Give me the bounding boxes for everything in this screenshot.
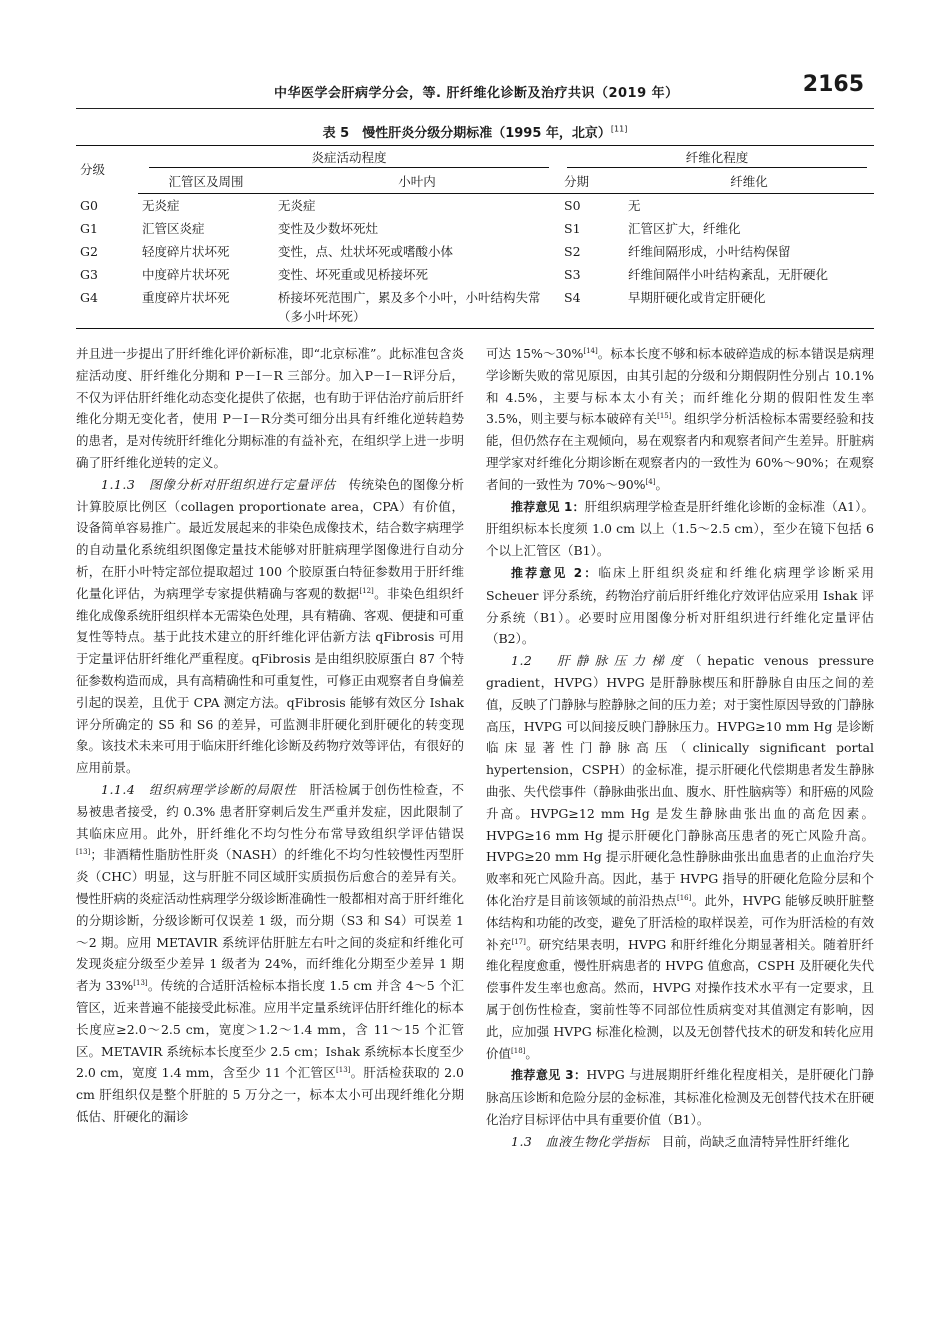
citation: [18] bbox=[511, 1046, 526, 1055]
cell-lobular: 变性及少数坏死灶 bbox=[278, 221, 379, 236]
citation: [13] bbox=[336, 1066, 351, 1075]
citation: [12] bbox=[359, 586, 374, 595]
citation: [14] bbox=[583, 346, 598, 355]
table-caption-text: 表 5 慢性肝炎分级分期标准（1995 年，北京） bbox=[322, 126, 611, 141]
th-lobular: 小叶内 bbox=[274, 170, 560, 194]
section-heading: 1.2 肝静脉压力梯度 bbox=[511, 653, 689, 669]
cell-fibrosis: 纤维间隔形成，小叶结构保留 bbox=[628, 244, 791, 259]
table-row bbox=[76, 217, 874, 240]
recommendation-2: 推荐意见 2：临床上肝组织炎症和纤维化病理学诊断采用 Scheuer 评分系统，药物治疗前后肝纤维化疗效评估应采用 Ishak 评分系统（B1）。必要时应用图像分析对肝组织进行纤维化定量评估（B2）。 bbox=[486, 564, 874, 647]
th-inflammation: 炎症活动程度 bbox=[149, 148, 549, 168]
paragraph-sampling-error: 可达 15%～30%[14]。标本长度不够和标本破碎造成的标本错误是病理学诊断失败的常见原因，由其引起的分级和分期假阴性分别占 10.1% 和 4.5%，主要与标本太小有关；而纤维化分期的假阳性发生率 3.5%，则主要与标本破碎有关[15]。组织学分析活检标本需要经验和技能，但仍然存在主观倾向，易在观察者内和观察者间产生差异。肝脏病理学家对纤维化分期诊断在观察者内的一致性为 60%～90%；在观察者间的一致性为 70%～90%[4]。 bbox=[486, 346, 874, 492]
cell-lobular: 变性，点、灶状坏死或嗜酸小体 bbox=[278, 244, 454, 259]
cell-fibrosis: 纤维间隔伴小叶结构紊乱，无肝硬化 bbox=[628, 267, 829, 282]
th-fibrosis: 纤维化程度 bbox=[567, 148, 867, 168]
th-stage: 分期 bbox=[560, 170, 624, 194]
table-row bbox=[76, 263, 874, 286]
cell-portal: 中度碎片状坏死 bbox=[142, 267, 230, 282]
cell-stage: S2 bbox=[564, 244, 581, 259]
cell-grade: G0 bbox=[80, 197, 98, 213]
cell-stage: S0 bbox=[564, 198, 581, 213]
page-number: 2165 bbox=[802, 72, 864, 97]
cell-lobular: 变性、坏死重或见桥接坏死 bbox=[278, 267, 429, 282]
cell-grade: G1 bbox=[80, 221, 98, 236]
citation: [17] bbox=[511, 937, 526, 946]
recommendation-3: 推荐意见 3：HVPG 与进展期肝纤维化程度相关，是肝硬化门静脉高压诊断和危险分层的金标准，其标准化检测及无创替代技术在肝硬化治疗目标评估中具有重要价值（B1）。 bbox=[486, 1067, 874, 1127]
cell-grade: G3 bbox=[80, 267, 98, 282]
recommendation-label: 推荐意见 3： bbox=[511, 1068, 587, 1083]
th-portal: 汇管区及周围 bbox=[138, 170, 274, 194]
cell-stage: S1 bbox=[564, 221, 581, 236]
cell-stage: S4 bbox=[560, 286, 624, 329]
table-row bbox=[76, 286, 874, 329]
table-row bbox=[76, 240, 874, 263]
recommendation-label: 推荐意见 2： bbox=[511, 565, 599, 580]
recommendation-label: 推荐意见 1： bbox=[511, 499, 585, 514]
journal-title: 中华医学会肝病学分会，等. 肝纤维化诊断及治疗共识（2019 年） bbox=[274, 86, 679, 101]
cell-portal: 汇管区炎症 bbox=[142, 221, 205, 236]
section-heading: 1.3 血液生物化学指标 bbox=[511, 1133, 650, 1149]
section-heading: 1.1.3 图像分析对肝组织进行定量评估 bbox=[101, 476, 336, 492]
grading-staging-table bbox=[76, 145, 874, 329]
cell-portal: 轻度碎片状坏死 bbox=[142, 244, 230, 259]
citation: [13] bbox=[76, 848, 91, 857]
cell-lobular: 桥接坏死范围广，累及多个小叶，小叶结构失常（多小叶坏死） bbox=[274, 286, 560, 329]
right-column bbox=[486, 343, 874, 1152]
citation: [16] bbox=[677, 893, 692, 902]
cell-portal: 无炎症 bbox=[142, 198, 180, 213]
cell-lobular: 无炎症 bbox=[278, 198, 316, 213]
citation: [4] bbox=[645, 477, 656, 486]
cell-fibrosis: 早期肝硬化或肯定肝硬化 bbox=[624, 286, 874, 329]
table-caption bbox=[0, 122, 950, 141]
th-grade: 分级 bbox=[80, 162, 106, 178]
citation: [13] bbox=[133, 978, 148, 987]
table-caption-ref: [11] bbox=[610, 124, 628, 134]
section-1-1-3: 1.1.3 图像分析对肝组织进行定量评估 传统染色的图像分析计算胶原比例区（collagen proportionate area，CPA）有价值，设备简单容易推广。最近发展起来的非染色成像技术，结合数字病理学的自动量化系统组织图像定量技术能够对肝脏病理学图像进行自动分析，在肝小叶特定部位提取超过 100 个胶原蛋白特征参数用于肝纤维化量化评估，为病理学专家提供精确与客观的数据[12]。非染色组织纤维化成像系统肝组织样本无需染色处理，具有精确、客观、便捷和可重复性等特点。基于此技术建立的肝纤维化评估新方法 qFibrosis 可用于定量评估肝纤维化严重程度。qFibrosis 是由组织胶原蛋白 87 个特征参数构造而成，具有高精确性和可重复性，可修正由观察者自身偏差引起的误差，且优于 CPA 测定方法。qFibrosis 能够有效区分 Ishak 评分所确定的 S5 和 S6 的差异，可监测非肝硬化到肝硬化的转变现象。该技术未来可用于临床肝纤维化诊断及药物疗效等评估，有很好的应用前景。 bbox=[76, 476, 464, 776]
running-header bbox=[76, 72, 874, 109]
paragraph-beijing-standard: 并且进一步提出了肝纤维化评价新标准，即“北京标准”。此标准包含炎症活动度、肝纤维化分期和 P－I－R 三部分。加入P－I－R评分后，不仅为评估肝纤维化动态变化提供了依据，也有助于评估治疗前后肝纤维化分期无变化者，使用 P－I－R分类可细分出具有纤维化逆转趋势的患者，是对传统肝纤维化分期标准的有益补充，在组织学上进一步明确了肝纤维化逆转的定义。 bbox=[76, 346, 464, 470]
cell-grade: G2 bbox=[80, 244, 98, 259]
section-1-1-4: 1.1.4 组织病理学诊断的局限性 肝活检属于创伤性检查，不易被患者接受，约 0.3% 患者肝穿刺后发生严重并发症，因此限制了其临床应用。此外，肝纤维化不均匀性分布常导致组织学评估错误[13]；非酒精性脂肪性肝炎（NASH）的纤维化不均匀性较慢性丙型肝炎（CHC）明显，这与肝脏不同区域肝实质损伤后愈合的差异有关。慢性肝病的炎症活动性病理学分级诊断准确性一般都相对高于肝纤维化的分期诊断，分级诊断可仅误差 1 级，而分期（S3 和 S4）可误差 1～2 期。应用 METAVIR 系统评估肝脏左右叶之间的炎症和纤维化可发现炎症分级至少差异 1 级者为 24%，而纤维化分期至少差异 1 期者为 33%[13]。传统的合适肝活检标本指长度 1.5 cm 并含 4～5 个汇管区，近来普遍不能接受此标准。应用半定量系统评估肝纤维化的标本长度应≥2.0～2.5 cm，宽度＞1.2～1.4 mm，含 11～15 个汇管区。METAVIR 系统标本长度至少 2.5 cm；Ishak 系统标本长度至少 2.0 cm，宽度 1.4 mm，含至少 11 个汇管区[13]。肝活检获取的 2.0 cm 肝组织仅是整个肝脏的 5 万分之一，标本太小可出现纤维化分期低估、肝硬化的漏诊 bbox=[76, 781, 464, 1124]
section-1-3: 1.3 血液生物化学指标 目前，尚缺乏血清特异性肝纤维化 bbox=[511, 1133, 850, 1149]
section-1-2: 1.2 肝静脉压力梯度（hepatic venous pressure gradient，HVPG）HVPG 是肝静脉楔压和肝静脉自由压之间的差值，反映了门静脉与腔静脉之间的压力差；对于窦性原因导致的门静脉高压，HVPG 可以间接反映门静脉压力。HVPG≥10 mm Hg 是诊断临床显著性门静脉高压（clinically significant portal hypertension，CSPH）的金标准，提示肝硬化代偿期患者发生静脉曲张、失代偿事件（静脉曲张出血、腹水、肝性脑病等）和肝癌的风险升高。HVPG≥12 mm Hg 是发生静脉曲张出血的高危因素。HVPG≥16 mm Hg 提示肝硬化门静脉高压患者的死亡风险升高。HVPG≥20 mm Hg 提示肝硬化急性静脉曲张出血患者的止血治疗失败率和死亡风险升高。因此，基于 HVPG 指导的肝硬化危险分层和个体化治疗是目前该领域的前沿热点[16]。此外，HVPG 能够反映肝脏整体结构和功能的改变，避免了肝活检的取样误差，可作为肝活检的有效补充[17]。研究结果表明，HVPG 和肝纤维化分期显著相关。随着肝纤维化程度愈重，慢性肝病患者的 HVPG 值愈高，CSPH 及肝硬化失代偿事件发生率也愈高。然而，HVPG 对操作技术水平有一定要求，且属于创伤性检查，窦前性等不同部位性质病变对其值测定有影响，因此，应加强 HVPG 标准化检测，以及无创替代技术的研发和转化应用价值[18]。 bbox=[486, 653, 874, 1061]
cell-fibrosis: 汇管区扩大，纤维化 bbox=[628, 221, 741, 236]
left-column bbox=[76, 343, 464, 1128]
th-fibrosis-col: 纤维化 bbox=[624, 170, 874, 194]
section-heading: 1.1.4 组织病理学诊断的局限性 bbox=[101, 781, 297, 797]
cell-grade: G4 bbox=[76, 286, 138, 329]
table-row bbox=[76, 194, 874, 218]
cell-portal: 重度碎片状坏死 bbox=[138, 286, 274, 329]
citation: [15] bbox=[657, 412, 672, 421]
cell-fibrosis: 无 bbox=[628, 198, 641, 213]
recommendation-1: 推荐意见 1：肝组织病理学检查是肝纤维化诊断的金标准（A1）。肝组织标本长度须 1.0 cm 以上（1.5～2.5 cm），至少在镜下包括 6 个以上汇管区（B1）。 bbox=[486, 498, 874, 559]
cell-stage: S3 bbox=[564, 267, 581, 282]
